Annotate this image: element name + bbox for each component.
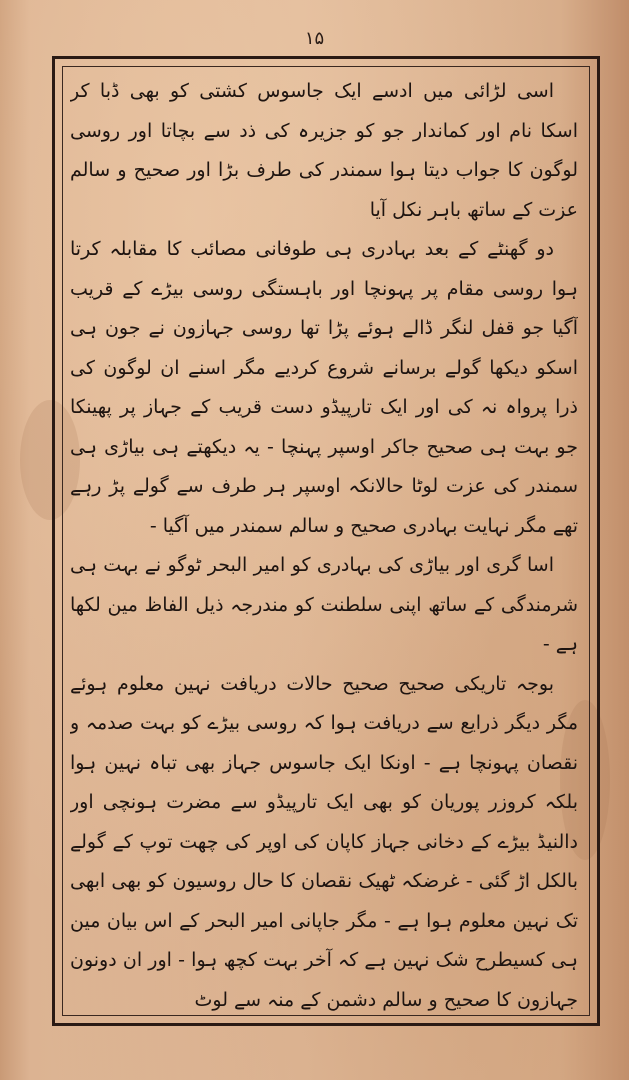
paragraph: دو گھنٹے کے بعد بہادری ہی طوفانی مصائب کا مقابلہ کرتا ہوا روسی مقام پر پہونچا اور باہستگی روسی بیڑے کے قریب آگیا جو قفل لنگر ڈالے ہوئے پڑا تھا روسی جہازون نے جون ہی اسکو دیکھا گولے برسانے شروع کردیے مگر اسنے ان لوگون کی ذرا پرواہ نہ کی اور ایک تارپیڈو دست قریب کے جہاز پر پھینکا جو بہت ہی صحیح جاکر اوسپر پہنچا - یہ دیکھتے ہی بیاڑی ہی سمندر کی عزت لوٹا حالانکہ اوسپر ہر طرف سے گولے پڑ رہے تھے مگر نہایت بہادری صحیح و سالم سمندر میں آگیا - [70, 238, 578, 537]
paragraph: بوجہ تاریکی صحیح صحیح حالات دریافت نہین معلوم ہوئے مگر دیگر ذرایع سے دریافت ہوا کہ روسی بیڑے کو بہت صدمہ و نقصان پہونچا ہے - اونکا ایک جاسوس جہاز بھی تباہ نہین ہوا بلکہ کروزر پوریان کو بھی ایک تارپیڈو سے مضرت ہونچی اور دالنیڈ بیڑے کے دخانی جہاز کاپان کی اوپر کی چھت توپ کے گولے بالکل اڑ گئی - غرضکہ ٹھیک نقصان کا حال روسیون کو بھی ابھی تک نہین معلوم ہوا ہے - مگر جاپانی امیر البحر کے اس بیان مین ہی کسیطرح شک نہین ہے کہ آخر بہت کچھ ہوا - اور ان دونون جہازون کا صحیح و سالم دشمن کے منہ سے لوٹ [70, 672, 578, 1011]
page-number: ۱۵ [304, 28, 325, 49]
paragraph: اسا گری اور بیاڑی کی بہادری کو امیر البحر ٹوگو نے بہت ہی شرمندگی کے ساتھ اپنی سلطنت کو مندرجہ ذیل الفاظ مین لکھا ہے - [70, 554, 578, 655]
paragraph: اسی لڑائی میں ادسے ایک جاسوس کشتی کو بھی ڈبا کر اسکا نام اور کماندار جو کو جزیرہ کی ذد سے بچاتا اور روسی لوگون کا جواب دیتا ہوا سمندر کی طرف بڑا اور صحیح و سالم عزت کے ساتھ باہر نکل آیا [70, 80, 578, 221]
urdu-text-body [70, 72, 578, 1012]
